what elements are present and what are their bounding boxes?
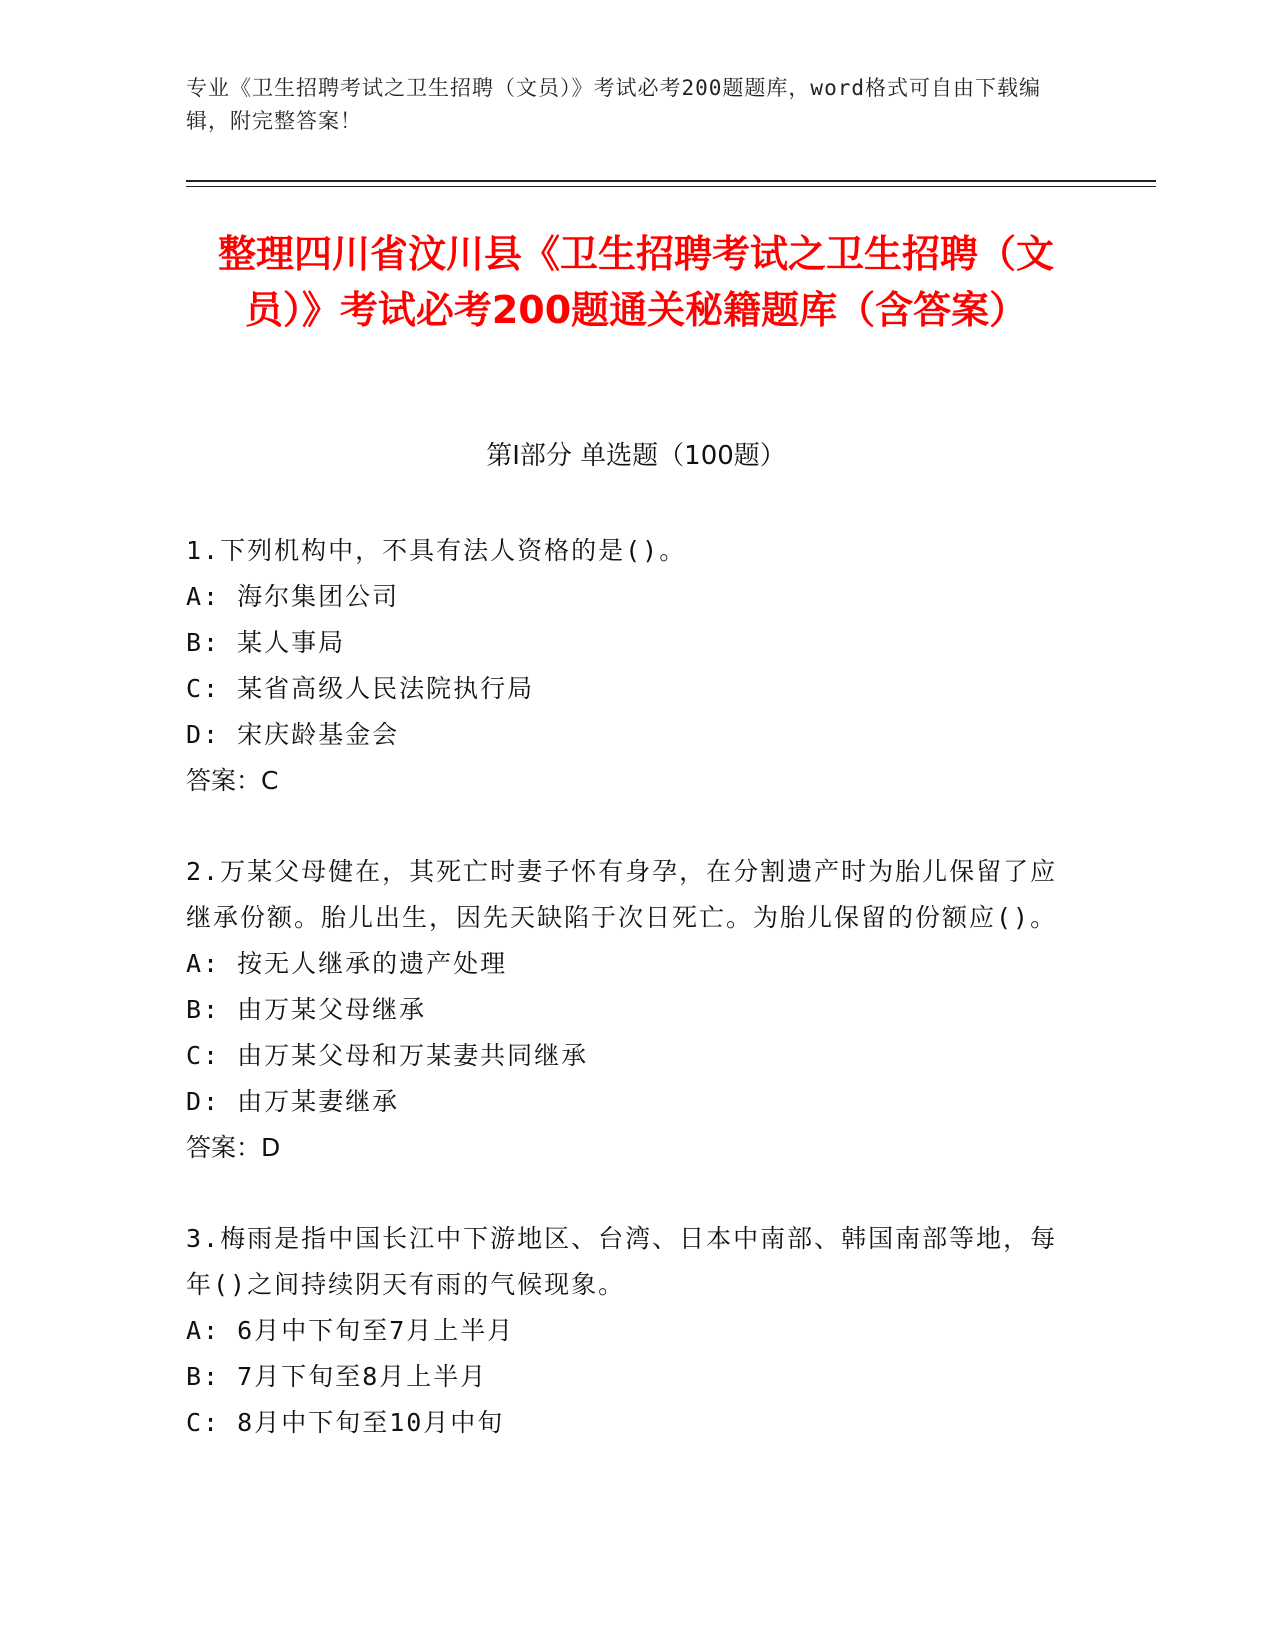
- option-c: C: 某省高级人民法院执行局: [186, 674, 535, 703]
- question-3: [186, 1216, 1066, 1446]
- option-b: B: 由万某父母继承: [186, 995, 427, 1024]
- option-a: A: 6月中下旬至7月上半月: [186, 1316, 515, 1345]
- option-d: D: 由万某妻继承: [186, 1087, 400, 1116]
- option-b: B: 某人事局: [186, 628, 346, 657]
- option-d: D: 宋庆龄基金会: [186, 720, 400, 749]
- answer: 答案：D: [186, 1133, 281, 1162]
- option-a: A: 按无人继承的遗产处理: [186, 949, 508, 978]
- header-divider-thin: [186, 186, 1156, 187]
- question-stem: 3.梅雨是指中国长江中下游地区、台湾、日本中南部、韩国南部等地，每年()之间持续阴天有雨的气候现象。: [186, 1224, 1058, 1299]
- question-1: [186, 528, 1066, 804]
- header-note: 专业《卫生招聘考试之卫生招聘（文员）》考试必考200题题库，word格式可自由下载编辑，附完整答案！: [186, 76, 1041, 133]
- document-title: 整理四川省汶川县《卫生招聘考试之卫生招聘（文员）》考试必考200题通关秘籍题库（含答案）: [217, 232, 1054, 332]
- option-a: A: 海尔集团公司: [186, 582, 400, 611]
- question-stem: 1.下列机构中，不具有法人资格的是()。: [186, 536, 687, 565]
- question-list: [186, 528, 1066, 1491]
- answer: 答案：C: [186, 766, 279, 795]
- header-divider: [186, 180, 1156, 182]
- option-c: C: 由万某父母和万某妻共同继承: [186, 1041, 589, 1070]
- option-c: C: 8月中下旬至10月中旬: [186, 1408, 505, 1437]
- question-stem: 2.万某父母健在，其死亡时妻子怀有身孕，在分割遗产时为胎儿保留了应继承份额。胎儿出生，因先天缺陷于次日死亡。为胎儿保留的份额应()。: [186, 857, 1058, 932]
- option-b: B: 7月下旬至8月上半月: [186, 1362, 488, 1391]
- question-2: [186, 849, 1066, 1171]
- section-title: 第Ⅰ部分 单选题（100题）: [486, 441, 786, 471]
